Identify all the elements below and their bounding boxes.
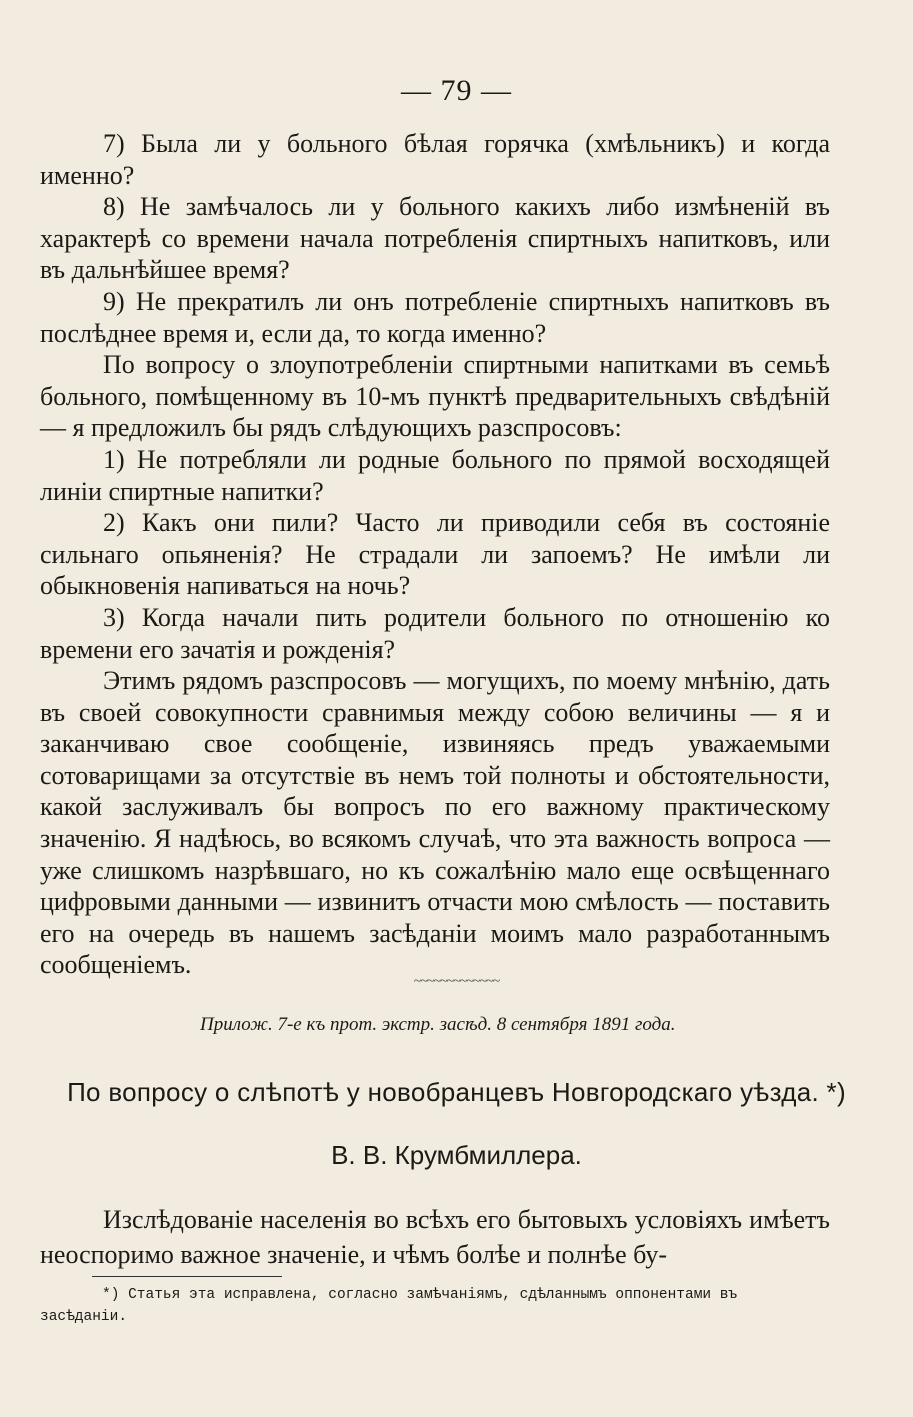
paragraph-question-8: 8) Не замѣчалось ли у больного какихъ либо измѣненій въ характерѣ со времени начала потребленія спиртныхъ напитковъ, или въ дальнѣйшее время? [40,192,830,285]
section-divider-ornament: ~~~~~~~~~~~~~ [413,974,500,989]
paragraph-family-question-1: 1) Не потребляли ли родные больного по прямой восходящей линіи спиртные напитки? [40,444,830,506]
article-body [40,1202,830,1272]
footnote-divider [92,1276,282,1277]
paragraph-family-intro: По вопросу о злоупотребленіи спиртными напитками въ семьѣ больного, помѣщенному въ 10-мъ пунктѣ предварительныхъ свѣдѣній — я предложилъ бы рядъ слѣдующихъ разспросовъ: [40,350,830,443]
footnote: *) Статья эта исправлена, согласно замѣчаніямъ, сдѣланнымъ оппонентами въ засѣданіи. [40,1287,738,1325]
paragraph-question-7: 7) Была ли у больного бѣлая горячка (хмѣльникъ) и когда именно? [40,129,830,190]
paragraph-question-9: 9) Не прекратилъ ли онъ потребленіе спиртныхъ напитковъ въ послѣднее время и, если да, то когда именно? [40,286,830,348]
article-author: В. В. Крумбмиллера. [331,1140,582,1170]
paragraph-family-question-3: 3) Когда начали пить родители больного по отношенію ко времени его зачатія и рожденія? [40,602,830,664]
paragraph-family-question-2: 2) Какъ они пили? Часто ли приводили себя въ состояніе сильнаго опьяненія? Не страдали ли запоемъ? Не имѣли ли обыкновенія напиваться на ночь? [40,508,830,601]
paragraph-conclusion: Этимъ рядомъ разспросовъ — могущихъ, по моему мнѣнію, дать въ своей совокупности сравнимыя между собою величины — я и заканчиваю свое сообщеніе, извиняясь предъ уважаемыми сотоварищами за отсутствіе въ немъ той полноты и обстоятельности, какой заслуживалъ бы вопросъ по его важному практическому значенію. Я надѣюсь, во всякомъ случаѣ, что эта важность вопроса — уже слишкомъ назрѣвшаго, но къ сожалѣнію мало еще освѣщеннаго цифровыми данными — извинитъ отчасти мою смѣлость — поставить его на очередь въ нашемъ засѣданіи моимъ мало разработаннымъ сообщеніемъ. [40,666,830,980]
page-number: — 79 — [401,74,512,107]
appendix-note: Прилож. 7-е къ прот. экстр. засѣд. 8 сентября 1891 года. [200,1014,676,1035]
body-text [40,128,830,981]
article-title: По вопросу о слѣпотѣ у новобранцевъ Новгородскаго уѣзда. *) [67,1077,846,1107]
article-paragraph: Изслѣдованіе населенія во всѣхъ его бытовыхъ условіяхъ имѣетъ неоспоримо важное значеніе, и чѣмъ болѣе и полнѣе бу- [40,1205,830,1269]
